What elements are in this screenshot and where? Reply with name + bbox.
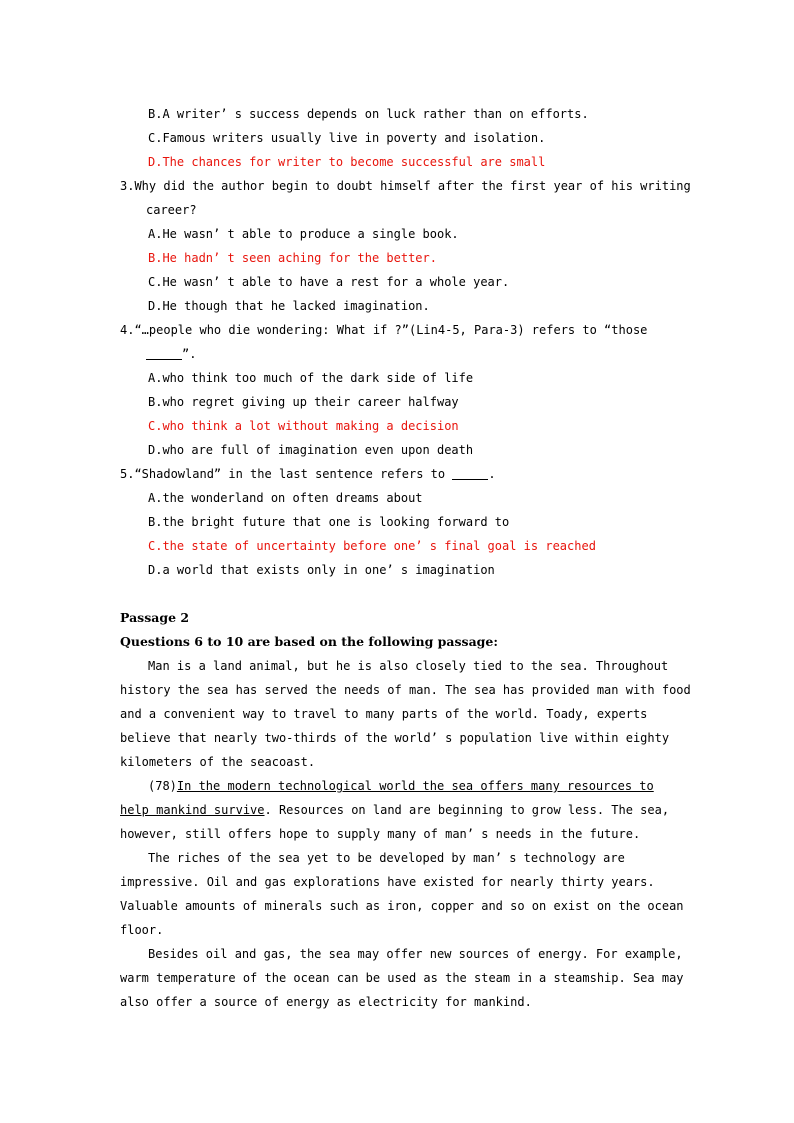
q3-stem-line2: career? — [146, 203, 197, 217]
q4-option-d: D.who are full of imagination even upon death — [148, 443, 474, 457]
q2-option-c: C.Famous writers usually live in poverty and isolation. — [148, 131, 546, 145]
q3-option-d: D.He though that he lacked imagination. — [148, 299, 430, 313]
p2-underlined-line2: help mankind survive — [120, 803, 265, 817]
q5-option-a: A.the wonderland on often dreams about — [148, 491, 423, 505]
q5-option-d: D.a world that exists only in one’ s imagination — [148, 563, 495, 577]
q3-option-b-answer: B.He hadn’ t seen aching for the better. — [148, 251, 437, 265]
p3-line2: impressive. Oil and gas explorations have existed for nearly thirty years. — [120, 875, 655, 889]
p1-line3: and a convenient way to travel to many parts of the world. Toady, experts — [120, 707, 648, 721]
q3-stem-line1: 3.Why did the author begin to doubt himself after the first year of his writing — [120, 179, 691, 193]
q3-option-c: C.He wasn’ t able to have a rest for a whole year. — [148, 275, 510, 289]
q5-stem-prefix: 5.“Shadowland” in the last sentence refers to — [120, 467, 453, 481]
p2-marker: (78) — [148, 779, 177, 793]
p4-line3: also offer a source of energy as electricity for mankind. — [120, 995, 532, 1009]
q4-answer-blank — [146, 345, 182, 360]
p2-line2-rest: . Resources on land are beginning to grow less. The sea, — [264, 803, 670, 817]
passage-heading: Passage 2 — [120, 610, 190, 625]
q2-option-d-answer: D.The chances for writer to become successful are small — [148, 155, 546, 169]
p3-line3: Valuable amounts of minerals such as iron, copper and so on exist on the ocean — [120, 899, 684, 913]
q4-stem-line2 — [146, 342, 706, 366]
p2-line3: however, still offers hope to supply many of man’ s needs in the future. — [120, 827, 641, 841]
q4-stem-line1: 4.“…people who die wondering: What if ?”(Lin4-5, Para-3) refers to “those — [120, 323, 648, 337]
q5-option-b: B.the bright future that one is looking forward to — [148, 515, 510, 529]
q5-option-c-answer: C.the state of uncertainty before one’ s final goal is reached — [148, 539, 596, 553]
q5-stem — [120, 462, 680, 486]
p2-line2 — [120, 798, 680, 822]
q3-option-a: A.He wasn’ t able to produce a single book. — [148, 227, 459, 241]
p1-line1: Man is a land animal, but he is also closely tied to the sea. Throughout — [148, 659, 669, 673]
passage-instruction: Questions 6 to 10 are based on the following passage: — [120, 634, 498, 649]
p2-line1 — [148, 774, 708, 798]
q5-stem-suffix: . — [488, 467, 496, 481]
p2-underlined-line1: In the modern technological world the sea offers many resources to — [176, 779, 654, 793]
p4-line2: warm temperature of the ocean can be used as the steam in a steamship. Sea may — [120, 971, 684, 985]
p1-line2: history the sea has served the needs of man. The sea has provided man with food — [120, 683, 691, 697]
p3-line4: floor. — [120, 923, 164, 937]
p1-line5: kilometers of the seacoast. — [120, 755, 316, 769]
p1-line4: believe that nearly two-thirds of the world’ s population live within eighty — [120, 731, 670, 745]
q4-option-a: A.who think too much of the dark side of life — [148, 371, 474, 385]
q4-option-c-answer: C.who think a lot without making a decision — [148, 419, 459, 433]
q2-option-b: B.A writer’ s success depends on luck rather than on efforts. — [148, 107, 589, 121]
q5-answer-blank — [452, 465, 488, 480]
p3-line1: The riches of the sea yet to be developed by man’ s technology are — [148, 851, 625, 865]
q4-stem-line2-suffix: ”. — [182, 347, 197, 361]
q4-option-b: B.who regret giving up their career halfway — [148, 395, 459, 409]
p4-line1: Besides oil and gas, the sea may offer new sources of energy. For example, — [148, 947, 683, 961]
